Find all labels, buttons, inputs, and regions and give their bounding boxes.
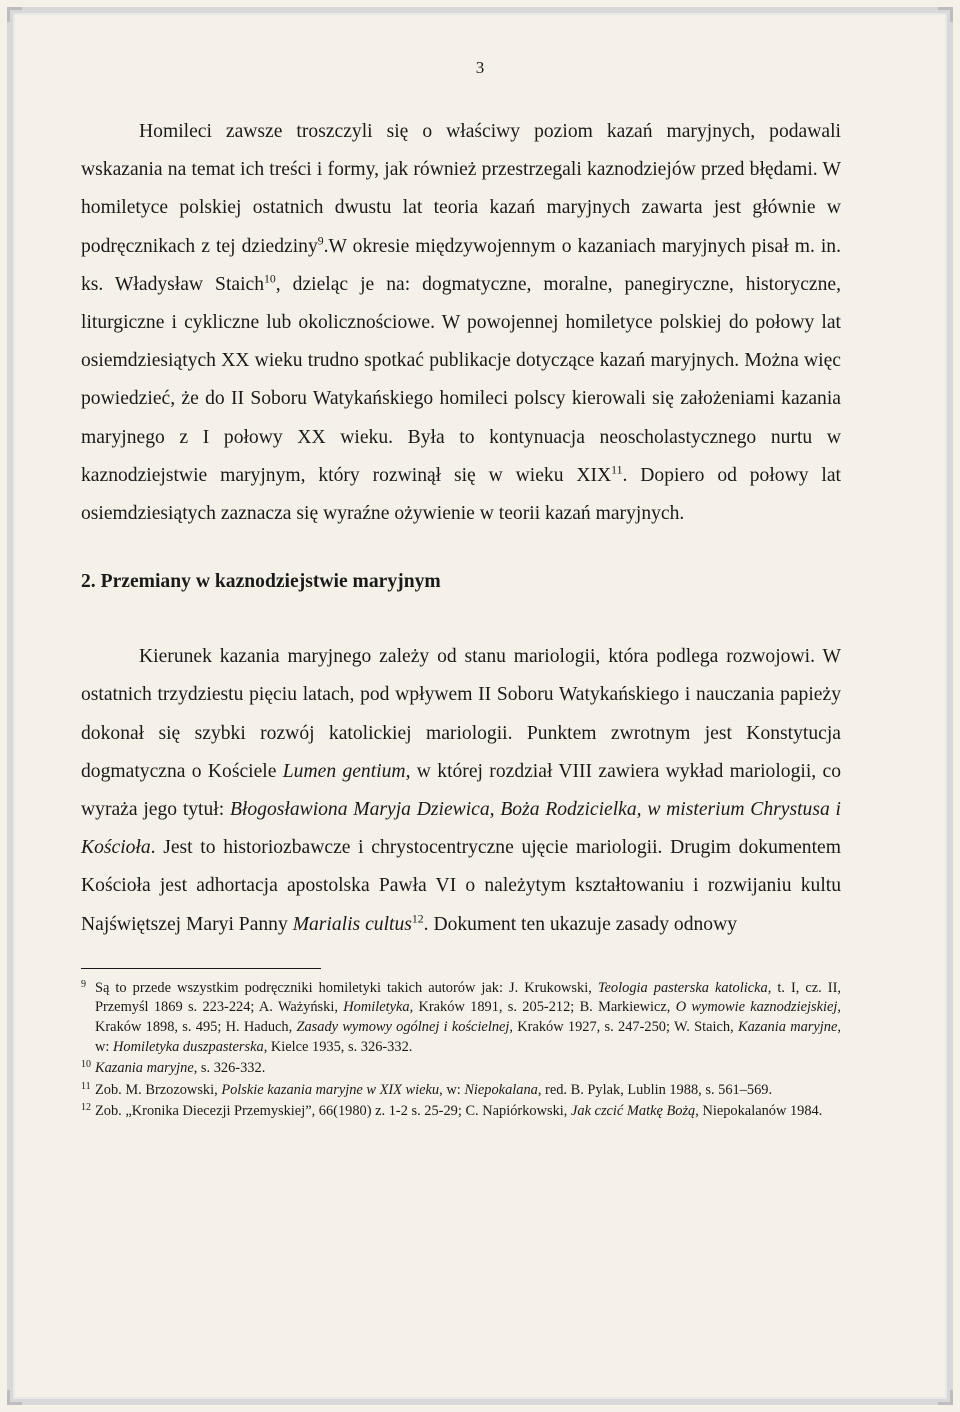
fn9-g: , Kraków 1898, s. 495; H. Haduch,	[95, 999, 841, 1036]
fn12-c: , Niepokalanów 1984.	[695, 1103, 823, 1120]
footnote-separator	[81, 968, 321, 969]
paragraph-2-text-3: . Jest to historiozbawcze i chrystocentryczne ujęcie mariologii. Drugim dokumentem Kościoła jest adhortacja apostolska Pawła VI o należytym kształtowaniu i rozwijaniu kultu Najświętszej Maryi Panny	[81, 837, 841, 935]
fn10-a: Kazania maryjne	[95, 1060, 194, 1077]
fn11-a: Zob. M. Brzozowski,	[95, 1081, 222, 1098]
footnote-9-number: 9	[81, 978, 86, 990]
paragraph-1-text-2: .W okresie międzywojennym o kazaniach maryjnych pisał m. in. ks. Władysław Staich	[81, 235, 841, 295]
footnote-ref-9[interactable]: 9	[317, 234, 324, 248]
fn9-e: , Kraków 1891, s. 205-212; B. Markiewicz,	[409, 999, 676, 1016]
footnote-ref-10[interactable]: 10	[264, 272, 276, 286]
fn9-b: Teologia pasterska katolicka	[597, 979, 768, 996]
paragraph-1-text-3: , dzieląc je na: dogmatyczne, moralne, panegiryczne, historyczne, liturgiczne i cykliczne lub okolicznościowe. W powojennej homiletyce polskiej do połowy lat osiemdziesiątych XX wieku trudno spotkać publikacje dotyczące kazań maryjnych. Można więc powiedzieć, że do II Soboru Watykańskiego homileci polscy kierowali się założeniami kazania maryjnego z I połowy XX wieku. Była to kontynuacja neoscholastycznego nurtu w kaznodziejstwie maryjnym, który rozwinął się w wieku XIX	[81, 273, 842, 486]
fn9-f: O wymowie kaznodziejskiej	[675, 999, 838, 1016]
footnote-10-number: 10	[81, 1059, 91, 1071]
fn9-m: , Kielce 1935, s. 326-332.	[263, 1038, 413, 1055]
fn11-c: , w:	[439, 1081, 465, 1098]
footnote-9	[81, 979, 841, 1057]
paragraph-2-italic-2: Błogosławiona Maryja Dziewica, Boża Rodzicielka, w misterium Chrystusa i Kościoła	[81, 799, 841, 859]
frame-corner-top-left	[7, 7, 22, 22]
fn9-c: , t. I, cz. II, Przemyśl 1869 s. 223-224; A. Ważyński,	[95, 979, 841, 1016]
frame-corner-bottom-right	[938, 1390, 953, 1405]
fn9-j: Kazania maryjne	[737, 1019, 838, 1036]
paragraph-1	[81, 113, 841, 533]
footnote-11-number: 11	[81, 1080, 91, 1092]
fn9-a: Są to przede wszystkim podręczniki homiletyki takich autorów jak: J. Krukowski,	[95, 979, 598, 996]
paragraph-2-text-1: Kierunek kazania maryjnego zależy od stanu mariologii, która podlega rozwojowi. W ostatnich trzydziestu pięciu latach, pod wpływem II Soboru Watykańskiego i nauczania papieży dokonał się szybki rozwój katolickiej mariologii. Punktem zwrotnym jest Konstytucja dogmatyczna o Kościele	[81, 646, 841, 782]
fn11-d: Niepokalana	[464, 1081, 538, 1098]
section-number: 2.	[81, 571, 96, 593]
footnote-12-text	[95, 1102, 841, 1122]
footnote-12	[81, 1102, 841, 1122]
footnote-9-text	[95, 979, 841, 1057]
paragraph-2-text-2: w której rozdział VIII zawiera wykład mariologii, co wyraża jego tytuł:	[81, 760, 841, 821]
page-number: 3	[475, 58, 485, 77]
fn9-k: , w:	[95, 1019, 841, 1055]
section-title: Przemiany w kaznodziejstwie maryjnym	[100, 571, 441, 593]
frame-corner-bottom-left	[7, 1390, 22, 1405]
section-heading	[81, 563, 841, 601]
fn11-e: , red. B. Pylak, Lublin 1988, s. 561–569.	[537, 1081, 773, 1098]
fn11-b: Polskie kazania maryjne w XIX wieku	[221, 1081, 440, 1098]
footnote-ref-11[interactable]: 11	[611, 463, 623, 477]
footnote-10	[81, 1059, 841, 1079]
footnotes	[81, 979, 841, 1122]
paragraph-2-text-4: . Dokument ten ukazuje zasady odnowy	[423, 913, 738, 935]
fn12-b: Jak czcić Matkę Bożą	[570, 1103, 696, 1120]
fn9-h: Zasady wymowy ogólnej i kościelnej	[296, 1019, 510, 1036]
footnote-11	[81, 1081, 841, 1101]
footnote-ref-12[interactable]: 12	[411, 912, 424, 926]
paragraph-1-text-1: Homileci zawsze troszczyli się o właściwy poziom kazań maryjnych, podawali wskazania na temat ich treści i formy, jak również przestrzegali kaznodziejów przed błędami. W homiletyce polskiej ostatnich dwustu lat teoria kazań maryjnych zawarta jest głównie w podręcznikach z tej dziedziny	[81, 121, 841, 257]
paragraph-2-italic-3: Marialis cultus	[292, 913, 412, 935]
paragraph-1-text-4: . Dopiero od połowy lat osiemdziesiątych zaznacza się wyraźne ożywienie w teorii kazań maryjnych.	[81, 464, 841, 525]
footnote-11-text	[95, 1081, 841, 1101]
document-body	[81, 113, 841, 1124]
fn9-l: Homiletyka duszpasterska	[113, 1038, 264, 1055]
paragraph-2-italic-1: Lumen gentium,	[282, 760, 411, 782]
fn12-a: Zob. „Kronika Diecezji Przemyskiej”, 66(1980) z. 1-2 s. 25-29; C. Napiórkowski,	[95, 1103, 571, 1120]
footnote-12-number: 12	[81, 1102, 91, 1114]
footnote-10-text	[95, 1059, 841, 1079]
fn10-b: , s. 326-332.	[193, 1060, 266, 1077]
fn9-i: , Kraków 1927, s. 247-250; W. Staich,	[509, 1019, 738, 1036]
fn9-d: Homiletyka	[343, 999, 410, 1016]
paragraph-2	[81, 638, 841, 944]
frame-corner-top-right	[938, 7, 953, 22]
